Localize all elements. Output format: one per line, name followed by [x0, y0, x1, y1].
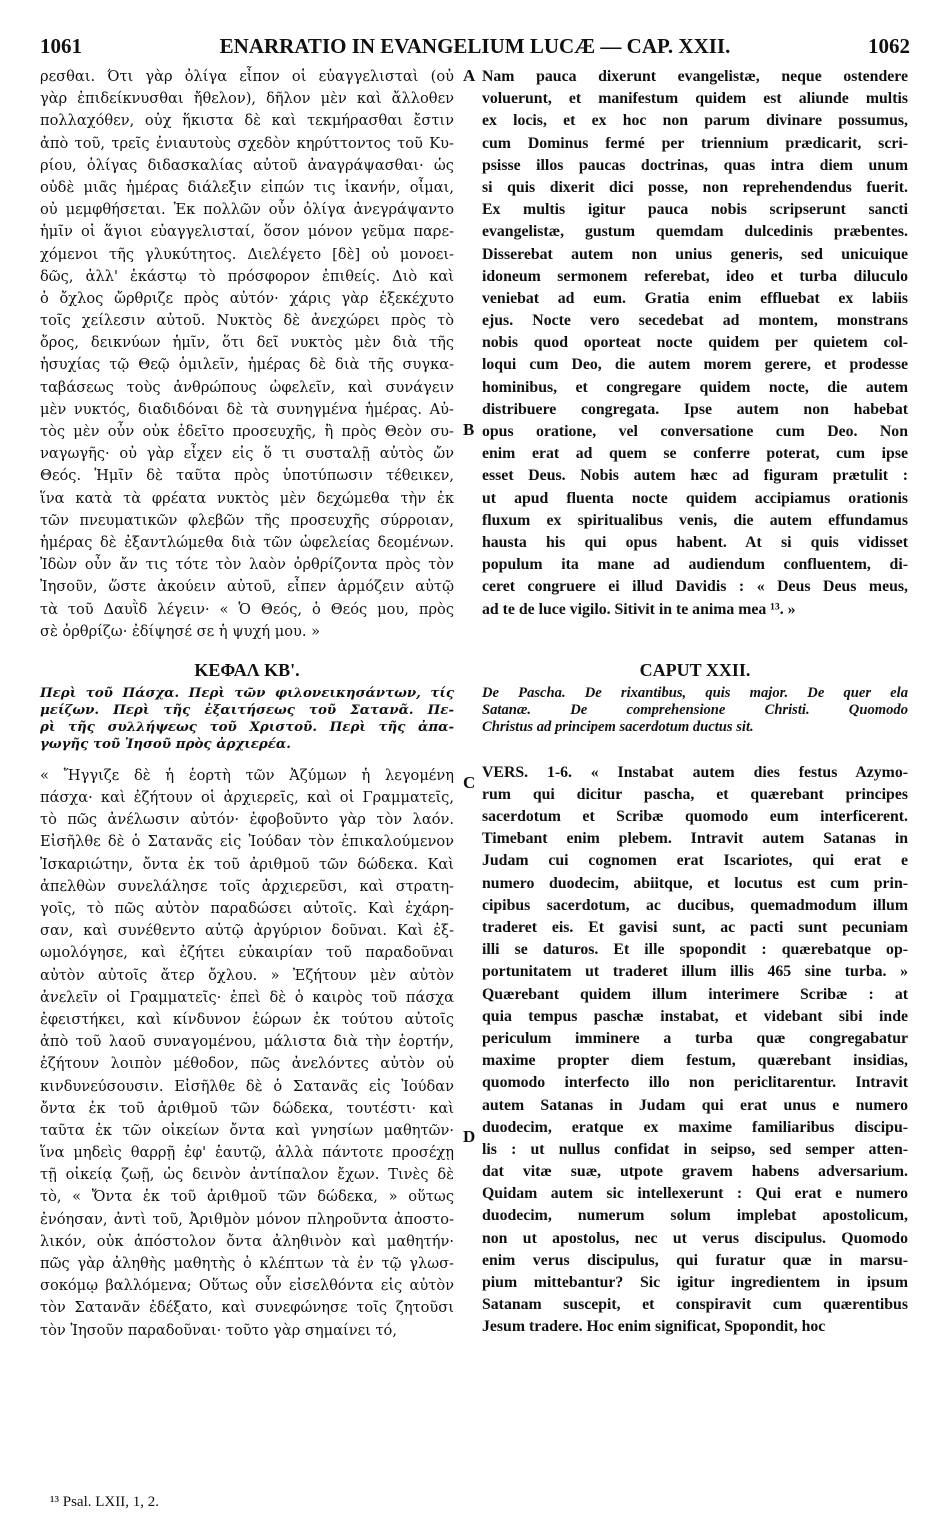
latin-text-line: VERS. 1-6. « Instabat autem dies festus Azymo-	[482, 763, 908, 781]
greek-text-line: ἵνα κατὰ τὰ φρέατα νυκτὸς μὲν δεχώμεθα τὴν ἐκ	[40, 489, 454, 507]
greek-text-line: Θεός. Ἡμῖν δὲ ταῦτα πρὸς ὑποτύπωσιν τέθεικεν,	[40, 467, 454, 485]
latin-text-line: populum ita mane ad audiendum confluentem, di-	[482, 556, 908, 574]
greek-text-line: τῶν πνευματικῶν φλεβῶν τῆς προσευχῆς σύρροιαν,	[40, 511, 454, 529]
greek-text-line: τὸν Ἰησοῦν παραδοῦναι· τοῦτο γὰρ σημαίνει τό,	[40, 1321, 397, 1339]
greek-text-line: ἡμῖν οἱ ἅγιοι εὐαγγελισταί, ὅσον μόνον γεῦμα παρε-	[40, 223, 454, 241]
latin-text-line: quia tempus paschæ instabat, et videbant sibi inde	[482, 1007, 908, 1025]
greek-text-line: ἀνελεῖν οἱ Γραμματεῖς· ἐπεὶ δὲ ὁ καιρὸς τοῦ πάσχα	[40, 988, 454, 1006]
latin-text-line: duodecim, numerum solum implebat apostolicum,	[482, 1207, 908, 1225]
greek-text-line: ἡσυχίας τῷ Θεῷ ὁμιλεῖν, ἡμέρας δὲ διὰ τῆς συγκα-	[40, 356, 454, 374]
greek-text-line: ἐνόησαν, ἀντὶ τοῦ, Ἀριθμὸν μόνον πληροῦντα ἀποστο-	[40, 1210, 454, 1228]
greek-text-line: οὐδὲ μιᾶς ἡμέρας διάλεξιν εἰπών τις ἱκανήν, οἶμαι,	[40, 178, 454, 196]
greek-text-line: ἐζήτουν λοιπὸν μέθοδον, πῶς ἀνελόντες αὐτὸν οὐ	[40, 1055, 454, 1073]
latin-text-line: ceret congruere ei illud Davidis : « Deus Deus meus,	[482, 578, 908, 596]
greek-text-line: ἵνα μηδεὶς θαρρῇ ἐφ' ἑαυτῷ, ἀλλὰ πάντοτε προσέχῃ	[40, 1144, 454, 1162]
greek-text-line: ναγωγῆς· οὐ γὰρ εἶχεν εἰς ὅ τι συσταλῇ αὐτὸς ὤν	[40, 445, 454, 463]
latin-text-line: si quis dixerit dici posse, non reprehendendus fuerit.	[482, 178, 908, 196]
greek-text-line: κινδυνεύσουσιν. Εἰσῆλθε δὲ ὁ Σατανᾶς εἰς Ἰούδαν	[40, 1077, 454, 1095]
margin-marker-a: A	[463, 66, 476, 85]
footnote: ¹³ Psal. LXII, 1, 2.	[50, 1494, 159, 1510]
greek-text-line: ταῦτα ἐκ τῶν οἰκείων ὄντα καὶ γνησίων μαθητῶν·	[40, 1121, 454, 1139]
latin-text-line: evangelistæ, gustum quemdam dulcedinis præbentes.	[482, 223, 908, 241]
latin-text-line: loqui cum Deo, die autem morem gerere, et prodesse	[482, 356, 908, 374]
latin-text-line: numero duodecim, abiitque, et locutus est cum prin-	[482, 874, 908, 892]
greek-text-line: ἀπελθὼν συνελάλησε τοῖς ἀρχιερεῦσι, καὶ στρατη-	[40, 877, 454, 895]
latin-text-line: portunitatem ut traderet illum illis 465 sine turba. »	[482, 963, 908, 981]
latin-text-line: cipibus sacerdotum, ac ducibus, quemadmodum illum	[482, 896, 908, 914]
greek-text-line: πάσχα· καὶ ἐζήτουν οἱ ἀρχιερεῖς, καὶ οἱ Γραμματεῖς,	[40, 789, 454, 807]
greek-text-line: μὲν νυκτός, διαδιδόναι δὲ τὰ συνηγμένα ἡμέρας. Αὐ-	[40, 400, 454, 418]
latin-text-line: dat vitæ suæ, utpote gravem habens adversarium.	[482, 1163, 908, 1181]
greek-text-line: λικόν, οὐκ ἀπόστολον ὄντα ἀληθινὸν καὶ μαθητήν·	[40, 1232, 454, 1250]
latin-text-line: sacerdotum et Scribæ quomodo eum interficerent.	[482, 808, 908, 826]
running-title: ENARRATIO IN EVANGELIUM LUCÆ — CAP. XXII.	[219, 34, 731, 58]
latin-text-line: Judam cui cognomen erat Iscariotes, qui erat e	[482, 852, 908, 870]
latin-text-line: periculum imminere a turba quæ congregabatur	[482, 1029, 908, 1047]
greek-text-line: αὐτὸν αὐτοῖς ἄτερ ὄχλου. » Ἐζήτουν μὲν αὐτὸν	[40, 966, 454, 984]
greek-text-line: σαν, καὶ συνέθεντο αὐτῷ ἀργύριον δοῦναι. Καὶ ἐξ-	[40, 922, 454, 940]
greek-chapter-summary-line: γωγῆς τοῦ Ἰησοῦ πρὸς ἀρχιερέα.	[40, 735, 291, 752]
latin-text-line: Jesum tradere. Hoc enim significat, Spopondit, hoc	[482, 1318, 826, 1336]
latin-text-line: enim verus discipulus, qui furatur quæ in marsu-	[482, 1251, 908, 1269]
latin-text-line: lis : ut nullus confidat in seipso, sed semper atten-	[482, 1140, 908, 1158]
greek-text-line: γοῖς, τὸ πῶς αὐτὸν παραδώσει αὐτοῖς. Καὶ ἐχάρη-	[40, 900, 454, 917]
latin-text-line: Disserebat autem non unius generis, sed unicuique	[482, 245, 908, 263]
greek-text-line: δῶς, ἀλλ' ἑκάστῳ τὸ πρόσφορον ἐπιθείς. Διὸ καὶ	[40, 267, 454, 285]
latin-text-line: nobis quod oporteat nocte quidem per quietem col-	[482, 334, 908, 352]
latin-text-line: idoneum sermonem referebat, ideo et turba diluculo	[482, 267, 908, 285]
page-number-right: 1062	[868, 34, 910, 58]
latin-text-line: Satanam suscepit, et conspiravit cum quærentibus	[482, 1296, 908, 1314]
page-number-left: 1061	[40, 34, 82, 58]
greek-text-line: πολλαχόθεν, οὐχ ἥκιστα δὲ καὶ τεκμήρασθαι ἔστιν	[40, 112, 454, 130]
latin-text-line: duodecim, eratque ex maxime familiaribus discipu-	[482, 1118, 908, 1136]
greek-text-line: Εἰσῆλθε δὲ ὁ Σατανᾶς εἰς Ἰούδαν τὸν ἐπικαλούμενον	[40, 833, 454, 851]
greek-text-line: ἀπὸ τοῦ, τρεῖς ἐνιαυτοὺς σχεδὸν κηρύττοντος τοῦ Κυ-	[40, 134, 454, 152]
latin-text-line: Quidam autem sic intellexerunt : Qui erat e numero	[482, 1185, 908, 1203]
latin-text-line: hominibus, et congregare quidem nocte, die autem	[482, 378, 908, 396]
latin-chapter-summary-line: Christus ad principem sacerdotum ductus sit.	[482, 718, 754, 735]
latin-text-line: quomodo interfecto illo non periclitarentur. Intravit	[482, 1074, 908, 1092]
greek-text-line: « Ἤγγιζε δὲ ἡ ἑορτὴ τῶν Ἀζύμων ἡ λεγομένη	[40, 766, 454, 784]
greek-text-line: ωμολόγησε, καὶ ἐζήτει εὐκαιρίαν τοῦ παραδοῦναι	[40, 944, 454, 962]
latin-text-line: fluxum ex spiritualibus venis, die autem effundamus	[482, 511, 908, 529]
greek-text-line: ὁ ὄχλος ὤρθριζε πρὸς αὐτόν· χάρις γὰρ ἐξεκέχυτο	[40, 289, 454, 307]
margin-marker-b: B	[463, 420, 475, 439]
latin-chapter-heading: CAPUT XXII.	[639, 659, 751, 680]
greek-text-line: τῇ οἰκείᾳ ζωῇ, ὡς δεινὸν ἀντίπαλον ἔχων. Τινὲς δὲ	[40, 1166, 454, 1184]
greek-text-line: χόμενοι τῆς γλυκύτητος. Διελέγετο [δὲ] οὐ μονοει-	[40, 245, 454, 263]
greek-text-line: ταβάσεως τοὺς ἀνθρώπους ὠφελεῖν, καὶ συνάγειν	[40, 378, 454, 396]
latin-text-line: illi se daturos. Et ille spopondit : quærebatque op-	[482, 941, 908, 959]
latin-text-line: ex locis, et ex hoc non parum divinare possumus,	[482, 112, 908, 130]
latin-text-line: distribuere congregata. Ipse autem non habebat	[482, 400, 908, 418]
latin-column	[482, 66, 908, 1339]
greek-text-line: Ἰσκαριώτην, ὄντα ἐκ τοῦ ἀριθμοῦ τῶν δώδεκα. Καὶ	[40, 855, 454, 873]
greek-text-line: ἐφειστήκει, καὶ κίνδυνον ἑώρων ἐκ τούτου αὐτοῖς	[40, 1010, 454, 1028]
greek-text-line: ἀπὸ τοῦ λαοῦ συναγομένου, μάλιστα διὰ τὴν ἑορτήν,	[40, 1033, 454, 1051]
greek-chapter-summary-line: μείζων. Περὶ τῆς ἐξαιτήσεως τοῦ Σατανᾶ. Πε-	[40, 701, 454, 718]
greek-text-line: Ἰδὼν οὖν ἄν τις τότε τὸν λαὸν ὀρθρίζοντα πρὸς τὸν	[40, 556, 454, 574]
latin-text-line: pium mittebantur? Sic igitur ingredientem in ipsum	[482, 1274, 908, 1291]
latin-chapter-summary-line: Satanæ. De comprehensione Christi. Quomodo	[482, 701, 908, 718]
greek-text-line: Ἰησοῦν, ὥστε ἀκούειν αὐτοῦ, εἶπεν ἁρμόζειν αὐτῷ	[40, 578, 454, 596]
greek-column	[40, 66, 454, 1342]
greek-text-line: ὄρος, δεικνύων ἡμῖν, ὅτι δεῖ νυκτὸς μὲν διὰ τῆς	[40, 334, 454, 352]
greek-text-line: σὲ ὀρθρίζω· ἐδίψησέ σε ἡ ψυχή μου. »	[40, 622, 321, 640]
greek-text-line: τὸ πῶς ἀνέλωσιν αὐτόν· ἐφοβοῦντο γὰρ τὸν λαόν.	[40, 811, 454, 829]
greek-text-line: σοκόμῳ βαλλόμενα; Οὕτως οὖν εἰσελθόντα εἰς αὐτὸν	[40, 1277, 454, 1295]
greek-text-line: πῶς γὰρ ἀληθὴς μαθητὴς ὁ κλέπτων τὰ ἐν τῷ γλωσ-	[40, 1255, 454, 1272]
latin-chapter-summary-line: De Pascha. De rixantibus, quis major. De quer ela	[482, 684, 908, 701]
greek-text-line: τὸν Σατανᾶν ἐδέξατο, καὶ συνεφώνησε τοῖς ζητοῦσι	[40, 1299, 454, 1317]
greek-chapter-heading: ΚΕΦΑΛ ΚΒ'.	[194, 659, 300, 680]
greek-text-line: ρεσθαι. Ότι γὰρ ὀλίγα εἶπον οἱ εὐαγγελισταὶ (οὐ	[40, 68, 454, 85]
greek-text-line: τὸς μὲν οὖν οὐκ ἐδεῖτο προσευχῆς, ἢ πρὸς Θεὸν συ-	[40, 423, 454, 440]
latin-text-line: hausta his qui opus habent. At si quis vidisset	[482, 533, 908, 551]
latin-text-line: enim erat ad quem se conferre poterat, cum ipse	[482, 445, 908, 463]
margin-marker-c: C	[463, 773, 476, 792]
latin-text-line: autem Satanas in Judam qui erat unus e numero	[482, 1096, 908, 1114]
latin-text-line: Nam pauca dixerunt evangelistæ, neque ostendere	[482, 68, 908, 85]
greek-text-line: ἡμέρας δὲ ἐξαντλώμεθα διὰ τῶν ὠφελείας δεομένων.	[40, 533, 454, 551]
latin-text-line: Timebant enim plebem. Intravit autem Satanas in	[482, 830, 908, 848]
latin-text-line: cum Dominus fermé per triennium prædicarit, scri-	[482, 134, 908, 152]
latin-text-line: maxime propter diem festum, quærebant insidias,	[482, 1052, 908, 1070]
greek-text-line: τὰ τοῦ Δαυῒδ λέγειν· « Ὁ Θεός, ὁ Θεός μου, πρὸς	[40, 600, 454, 618]
latin-text-line: ad te de luce vigilo. Sitivit in te anima mea ¹³. »	[482, 600, 796, 618]
greek-text-line: τὸ, « Ὄντα ἐκ τοῦ ἀριθμοῦ τῶν δώδεκα, » οὕτως	[40, 1188, 454, 1206]
latin-text-line: ut apud fluenta nocte quidem accipiamus orationis	[482, 489, 908, 507]
greek-text-line: ρίου, ὀλίγας διδασκαλίας αὐτοῦ ἀναγράψασθαι· ὡς	[40, 156, 454, 174]
latin-text-line: voluerunt, et manifestum quidem est aliunde multis	[482, 90, 908, 108]
greek-chapter-summary-line: ρὶ τῆς συλλήψεως τοῦ Χριστοῦ. Περὶ τῆς ἀπα-	[40, 718, 454, 735]
greek-text-line: οὐ μεμφθήσεται. Ἐκ πολλῶν οὖν ὀλίγα ἀνεγράψαντο	[40, 201, 454, 219]
greek-chapter-summary-line: Περὶ τοῦ Πάσχα. Περὶ τῶν φιλονεικησάντων, τίς	[40, 684, 454, 701]
latin-text-line: non ut apostolus, nec ut verus discipulus. Quomodo	[482, 1229, 908, 1247]
greek-text-line: τοῖς χείλεσιν αὐτοῦ. Νυκτὸς δὲ ἀνεχώρει πρὸς τὸ	[40, 312, 454, 330]
greek-text-line: γὰρ ἐπιδείκνυσθαι ἤθελον), δῆλον μὲν καὶ ἄλλοθεν	[40, 90, 454, 108]
latin-text-line: Ex multis igitur pauca nobis scripserunt sancti	[482, 201, 908, 219]
latin-text-line: ejus. Nocte vero secedebat ad montem, monstrans	[482, 312, 908, 330]
latin-text-line: traderet eis. Et gavisi sunt, ac pacti sunt pecuniam	[482, 919, 908, 936]
latin-text-line: psisse illos paucas doctrinas, quas intra diem unum	[482, 156, 908, 174]
greek-text-line: ὄντα ἐκ τοῦ ἀριθμοῦ τῶν δώδεκα, τουτέστι· καὶ	[40, 1099, 454, 1117]
latin-text-line: opus oratione, vel conversatione cum Deo. Non	[482, 423, 908, 440]
latin-text-line: rum qui dicitur pascha, et quærebant principes	[482, 785, 908, 803]
latin-text-line: veniebat ad eum. Gratia enim effluebat ex labiis	[482, 289, 908, 307]
latin-text-line: esset Deus. Nobis autem hæc ad figuram prætulit :	[482, 467, 908, 485]
latin-text-line: Quærebant quidem illum interimere Scribæ : at	[482, 985, 908, 1003]
running-head	[40, 34, 910, 60]
margin-marker-d: D	[463, 1127, 476, 1146]
